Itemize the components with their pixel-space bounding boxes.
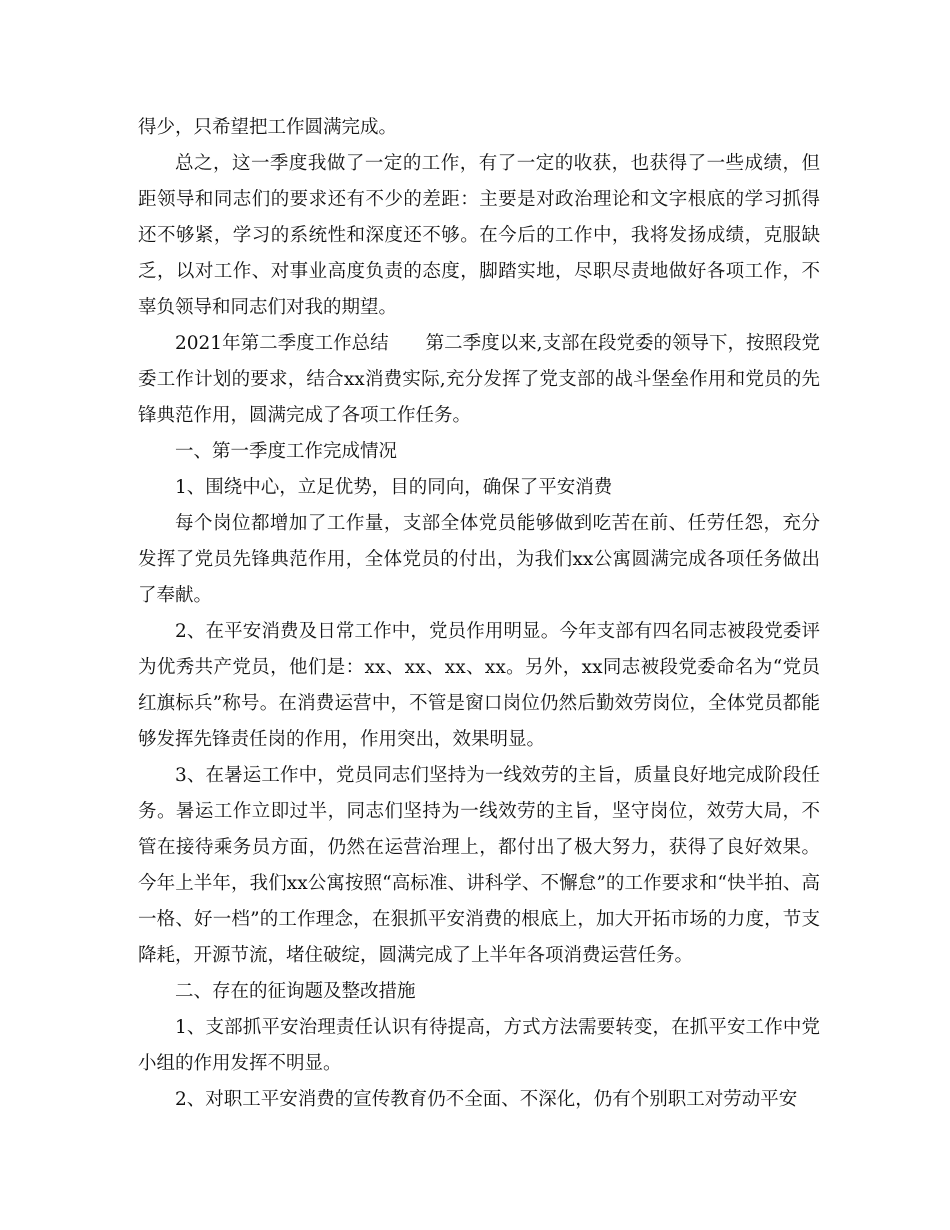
paragraph-8: 2、对职工平安消费的宣传教育仍不全面、不深化，仍有个别职工对劳动平安 xyxy=(175,1089,798,1110)
document-page xyxy=(138,110,820,1118)
section-heading-2: 二、存在的征询题及整改措施 xyxy=(175,981,416,1002)
paragraph-4: 每个岗位都增加了工作量，支部全体党员能够做到吃苦在前、任劳任怨，充分发挥了党员先锋典范作用，全体党员的付出，为我们xx公寓圆满完成各项任务做出了奉献。 xyxy=(138,513,820,606)
paragraph-1: 得少，只希望把工作圆满完成。 xyxy=(138,117,398,138)
paragraph-7: 1、支部抓平安治理责任认识有待提高，方式方法需要转变，在抓平安工作中党小组的作用发挥不明显。 xyxy=(138,1017,820,1074)
paragraph-6: 3、在暑运工作中，党员同志们坚持为一线效劳的主旨，质量良好地完成阶段任务。暑运工作立即过半，同志们坚持为一线效劳的主旨，坚守岗位，效劳大局，不管在接待乘务员方面，仍然在运营治理上，都付出了极大努力，获得了良好效果。今年上半年，我们xx公寓按照“高标准、讲科学、不懈怠”的工作要求和“快半拍、高一格、好一档”的工作理念，在狠抓平安消费的根底上，加大开拓市场的力度，节支降耗，开源节流，堵住破绽，圆满完成了上半年各项消费运营任务。 xyxy=(138,765,820,966)
section-heading-1: 一、第一季度工作完成情况 xyxy=(175,441,398,462)
subheading-1: 1、围绕中心，立足优势，目的同向，确保了平安消费 xyxy=(175,477,613,498)
paragraph-3: 2021年第二季度工作总结 第二季度以来,支部在段党委的领导下，按照段党委工作计划的要求，结合xx消费实际,充分发挥了党支部的战斗堡垒作用和党员的先锋典范作用，圆满完成了各项工作任务。 xyxy=(138,333,820,426)
paragraph-2: 总之，这一季度我做了一定的工作，有了一定的收获，也获得了一些成绩，但距领导和同志们的要求还有不少的差距：主要是对政治理论和文字根底的学习抓得还不够紧，学习的系统性和深度还不够。在今后的工作中，我将发扬成绩，克服缺乏，以对工作、对事业高度负责的态度，脚踏实地，尽职尽责地做好各项工作，不辜负领导和同志们对我的期望。 xyxy=(138,153,820,318)
paragraph-5: 2、在平安消费及日常工作中，党员作用明显。今年支部有四名同志被段党委评为优秀共产党员，他们是：xx、xx、xx、xx。另外，xx同志被段党委命名为“党员红旗标兵”称号。在消费运营中，不管是窗口岗位仍然后勤效劳岗位，全体党员都能够发挥先锋责任岗的作用，作用突出，效果明显。 xyxy=(138,621,820,750)
